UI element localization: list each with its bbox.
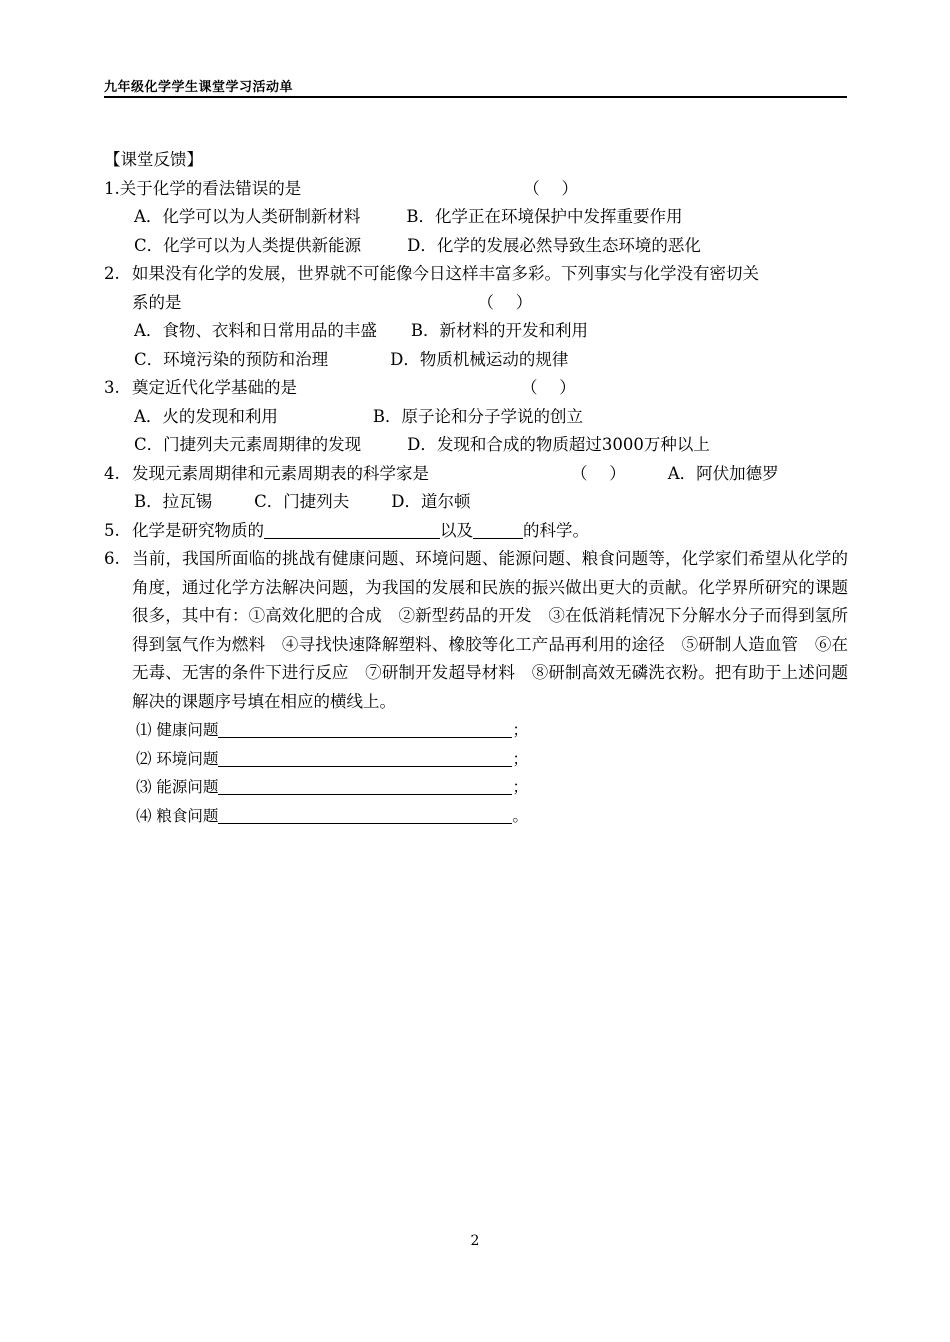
option-b: B．原子论和分子学说的创立 — [372, 406, 584, 426]
question-6 — [104, 545, 848, 716]
answer-label: ⑴ 健康问题 — [136, 721, 219, 739]
question-4-options-bcd — [104, 488, 848, 517]
answer-line-environment — [104, 745, 848, 774]
option-b: B．拉瓦锡 — [134, 492, 213, 511]
fill-blank-energy[interactable] — [218, 776, 512, 795]
line-end-mark: ； — [512, 778, 528, 796]
question-text: 系的是 — [132, 292, 182, 312]
question-text: 奠定近代化学基础的是 — [132, 378, 297, 397]
question-1-options-cd — [104, 232, 848, 261]
question-number: 5. — [104, 520, 120, 540]
fill-blank-2[interactable] — [473, 520, 523, 539]
fill-blank-food[interactable] — [218, 805, 512, 824]
option-d: D．发现和合成的物质超过3000万种以上 — [407, 435, 710, 454]
fill-blank-health[interactable] — [218, 719, 512, 738]
question-text: 化学是研究物质的 — [132, 520, 264, 540]
question-text: 当前，我国所面临的挑战有健康问题、环境问题、能源问题、粮食问题等，化学家们希望从化学的角度，通过化学方法解决问题，为我国的发展和民族的振兴做出更大的贡献。化学界所研究的课题很多，其中有：①高效化肥的合成 ②新型药品的开发 ③在低消耗情况下分解水分子而得到氢所得到氢气作为燃料 ④寻找快速降解塑料、橡胶等化工产品再利用的途径 ⑤研制人造血管 ⑥在无毒、无害的条件下进行反应 ⑦研制开发超导材料 ⑧研制高效无磷洗衣粉。把有助于上述问题解决的课题序号填在相应的横线上。 — [132, 549, 848, 711]
question-3-stem — [104, 374, 848, 403]
answer-paren: （ ） — [477, 292, 533, 312]
question-text: 如果没有化学的发展，世界就不可能像今日这样丰富多彩。下列事实与化学没有密切关 — [132, 264, 759, 283]
question-text: 发现元素周期律和元素周期表的科学家是 — [132, 463, 429, 483]
worksheet-body — [104, 146, 848, 830]
document-header: 九年级化学学生课堂学习活动单 — [104, 80, 294, 95]
question-number: 4. — [104, 463, 120, 483]
question-2-options-cd — [104, 346, 848, 375]
option-b: B．新材料的开发和利用 — [410, 321, 589, 340]
option-a: A．食物、衣料和日常用品的丰盛 — [134, 321, 377, 340]
page-number: 2 — [470, 1233, 480, 1249]
question-number: 1. — [104, 178, 120, 198]
question-3-options-cd — [104, 431, 848, 460]
question-4-stem — [104, 460, 848, 489]
question-number: 6. — [104, 549, 120, 568]
question-text: 关于化学的看法错误的是 — [119, 178, 302, 198]
line-end-mark: 。 — [512, 806, 528, 825]
option-b: B．化学正在环境保护中发挥重要作用 — [406, 207, 683, 226]
option-a: A．阿伏加德罗 — [667, 463, 779, 483]
question-text: 的科学。 — [523, 520, 589, 540]
question-1-stem — [104, 175, 848, 204]
question-3-options-ab — [104, 403, 848, 432]
option-c: C．环境污染的预防和治理 — [134, 349, 329, 369]
answer-paren: （ ） — [521, 378, 576, 397]
answer-label: ⑵ 环境问题 — [136, 749, 219, 768]
line-end-mark: ； — [512, 749, 528, 768]
option-d: D．物质机械运动的规律 — [390, 349, 569, 369]
option-c: C．门捷列夫元素周期律的发现 — [134, 435, 362, 454]
answer-line-energy — [104, 773, 848, 802]
question-5 — [104, 517, 848, 546]
option-d: D．化学的发展必然导致生态环境的恶化 — [407, 235, 701, 255]
answer-paren: （ ） — [571, 463, 626, 483]
fill-blank-environment[interactable] — [218, 748, 512, 767]
option-a: A．火的发现和利用 — [134, 406, 278, 426]
answer-label: ⑶ 能源问题 — [136, 778, 219, 796]
option-c: C．门捷列夫 — [254, 492, 350, 511]
answer-line-health — [104, 716, 848, 745]
option-c: C．化学可以为人类提供新能源 — [134, 235, 362, 255]
question-2-stem-cont — [104, 289, 848, 318]
answer-paren: （ ） — [523, 178, 578, 198]
header-divider — [104, 96, 847, 98]
answer-line-food — [104, 802, 848, 831]
question-number: 2. — [104, 264, 120, 283]
answer-label: ⑷ 粮食问题 — [136, 806, 219, 825]
line-end-mark: ； — [512, 721, 528, 739]
question-2-stem — [104, 260, 848, 289]
option-d: D．道尔顿 — [391, 492, 471, 511]
question-2-options-ab — [104, 317, 848, 346]
question-1-options-ab — [104, 203, 848, 232]
section-title: 【课堂反馈】 — [104, 150, 203, 169]
option-a: A．化学可以为人类研制新材料 — [134, 207, 361, 226]
fill-blank-1[interactable] — [264, 520, 440, 539]
question-text: 以及 — [440, 520, 473, 540]
question-number: 3. — [104, 378, 120, 397]
